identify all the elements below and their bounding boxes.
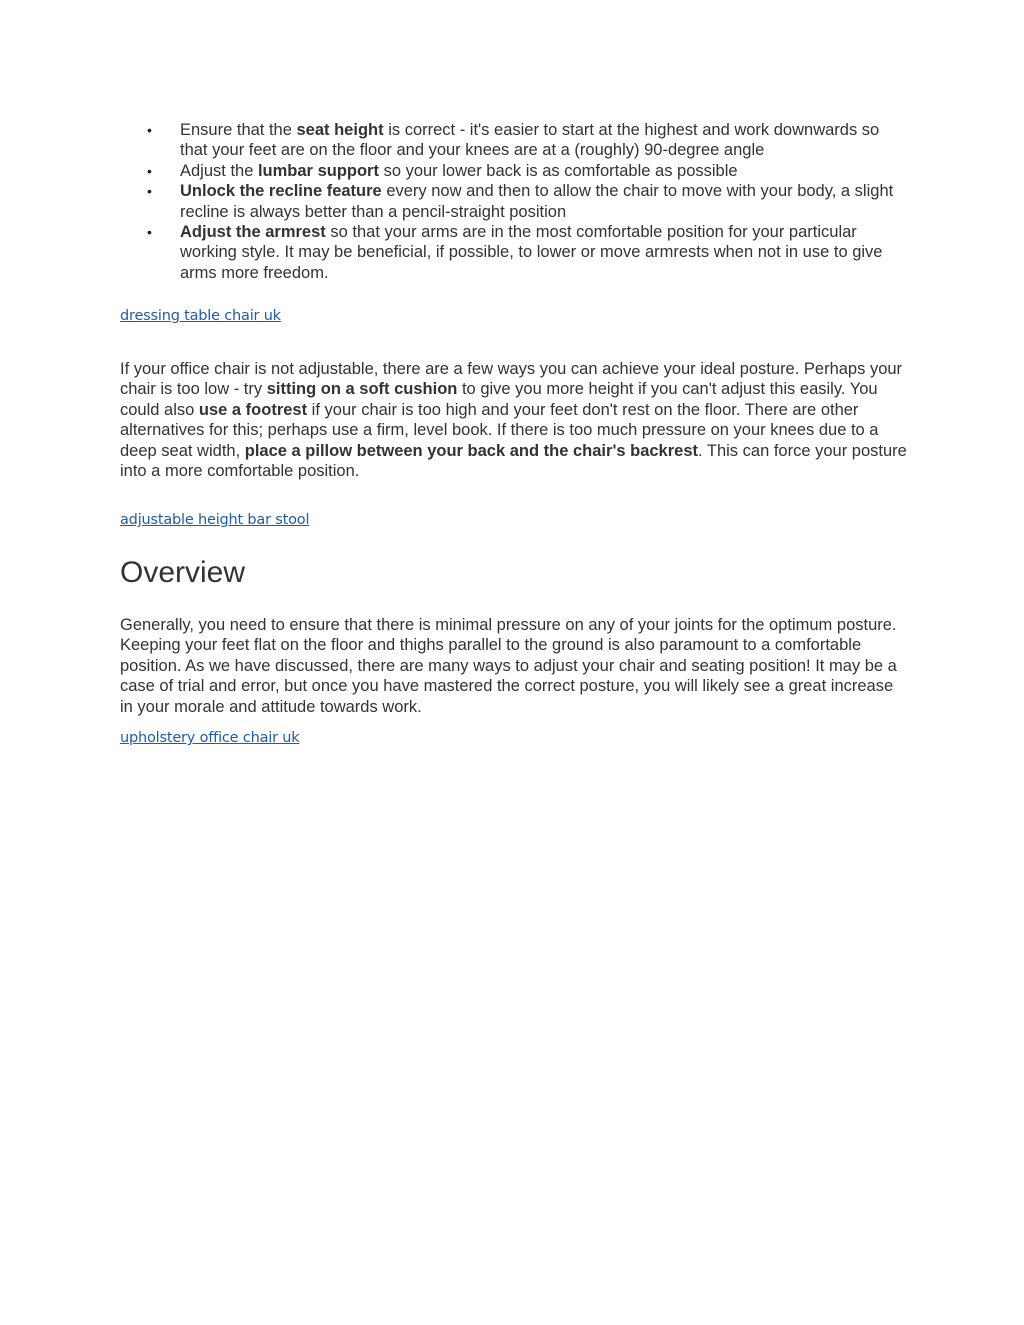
- paragraph-bold: use a footrest: [198, 400, 308, 419]
- bullet-icon: •: [147, 183, 152, 200]
- paragraph-text: . This can force your posture into a more comfortable position.: [120, 441, 907, 481]
- paragraph-text: If your office chair is not adjustable, there are a few ways you can achieve your ideal posture. Perhaps your chair is too low - try: [120, 360, 903, 399]
- paragraph-text: to give you more height if you can't adjust this easily. You could also: [120, 380, 878, 419]
- list-item: [120, 120, 910, 161]
- list-item-text: so that your arms are in the most comfortable position for your particular working style. It may be beneficial, if possible, to lower or move armrests when not in use to give arms more freedom.: [180, 223, 883, 282]
- list-item-text: is correct - it's easier to start at the highest and work downwards so that your feet are on the floor and your knees are at a (roughly) 90-degree angle: [180, 121, 880, 160]
- list-item-bold: lumbar support: [257, 161, 379, 180]
- list-item-text: Ensure that the: [180, 121, 297, 139]
- bullet-icon: •: [147, 122, 152, 138]
- overview-heading: Overview: [120, 556, 246, 589]
- upholstery-chair-link[interactable]: upholstery office chair uk: [120, 730, 300, 746]
- list-item-text: Adjust the: [180, 161, 258, 180]
- bullet-icon: •: [147, 162, 152, 179]
- list-item-bold: Adjust the armrest: [180, 223, 326, 242]
- paragraph-text: if your chair is too high and your feet don't rest on the floor. There are other alternatives for this; perhaps use a firm, level book. If there is too much pressure on your knees due to a deep seat width,: [120, 400, 879, 460]
- adjustment-paragraph: [120, 359, 910, 481]
- tips-list: [120, 120, 910, 283]
- list-item: [120, 161, 910, 181]
- overview-paragraph: Generally, you need to ensure that there is minimal pressure on any of your joints for the optimum posture. Keeping your feet flat on the floor and thighs parallel to the ground is also paramount to a comfortable position. As we have discussed, there are many ways to adjust your chair and seating position! It may be a case of trial and error, but once you have mastered the correct posture, you will likely see a great increase in your morale and attitude towards work.: [120, 616, 897, 716]
- paragraph-bold: place a pillow between your back and the chair's backrest: [244, 441, 699, 460]
- list-item-bold: seat height: [296, 121, 384, 139]
- list-item-text: so your lower back is as comfortable as possible: [378, 161, 738, 180]
- list-item-text: every now and then to allow the chair to move with your body, a slight recline is always better than a pencil-straight position: [180, 182, 894, 221]
- bar-stool-link[interactable]: adjustable height bar stool: [120, 512, 310, 528]
- list-item-bold: Unlock the recline feature: [180, 182, 382, 201]
- list-item: [120, 222, 910, 283]
- bullet-icon: •: [147, 224, 152, 241]
- paragraph-bold: sitting on a soft cushion: [266, 380, 458, 399]
- document-page: [120, 120, 910, 746]
- list-item: [120, 181, 910, 222]
- dressing-table-chair-link[interactable]: dressing table chair uk: [120, 308, 281, 324]
